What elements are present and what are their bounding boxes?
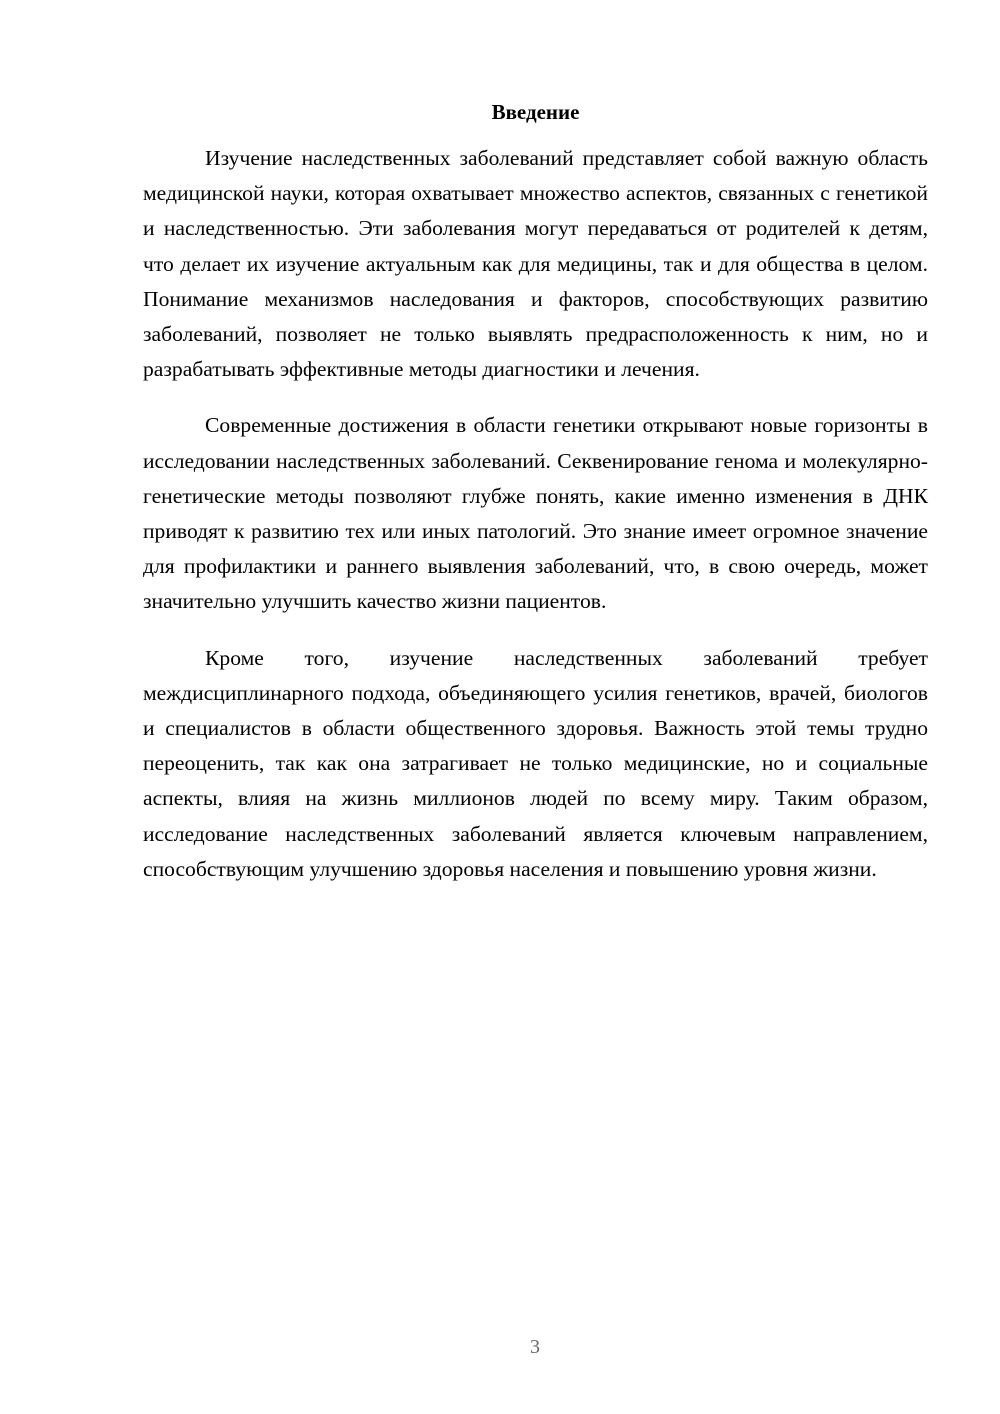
paragraph-3: Кроме того, изучение наследственных заболеваний требует междисциплинарного подхода, объединяющего усилия генетиков, врачей, биологов и специалистов в области общественного здоровья. Важность этой темы трудно переоценить, так как она затрагивает не только медицинские, но и социальные аспекты, влияя на жизнь миллионов людей по всему миру. Таким образом, исследование наследственных заболеваний является ключевым направлением, способствующим улучшению здоровья населения и повышению уровня жизни.	[143, 645, 928, 881]
paragraph-2: Современные достижения в области генетики открывают новые горизонты в исследовании наследственных заболеваний. Секвенирование генома и молекулярно-генетические методы позволяют глубже понять, какие именно изменения в ДНК приводят к развитию тех или иных патологий. Это знание имеет огромное значение для профилактики и раннего выявления заболеваний, что, в свою очередь, может значительно улучшить качество жизни пациентов.	[143, 413, 928, 614]
page-content	[143, 96, 928, 887]
page-number: 3	[530, 1336, 540, 1358]
paragraph-1: Изучение наследственных заболеваний представляет собой важную область медицинской науки, которая охватывает множество аспектов, связанных с генетикой и наследственностью. Эти заболевания могут передаваться от родителей к детям, что делает их изучение актуальным как для медицины, так и для общества в целом. Понимание механизмов наследования и факторов, способствующих развитию заболеваний, позволяет не только выявлять предрасположенность к ним, но и разрабатывать эффективные методы диагностики и лечения.	[143, 146, 928, 382]
section-heading: Введение	[491, 100, 580, 124]
